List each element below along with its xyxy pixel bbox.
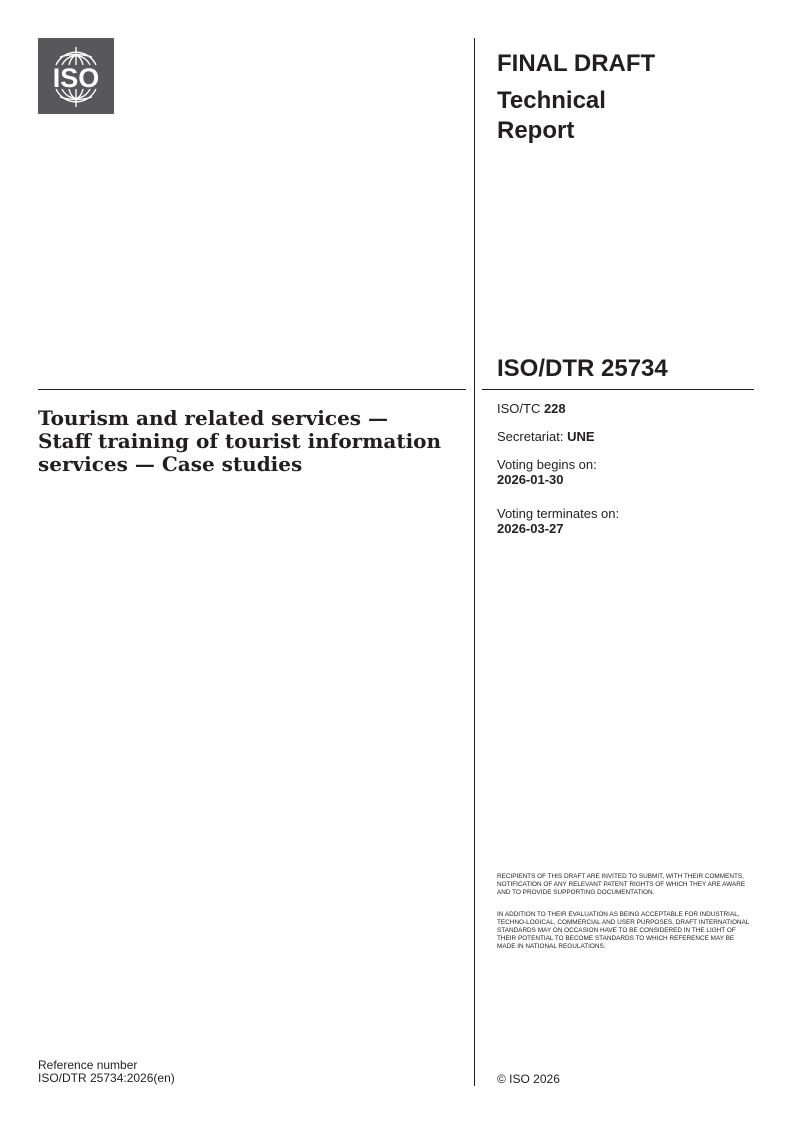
voting-begins-label: Voting begins on: bbox=[497, 457, 597, 472]
document-type-line: Technical bbox=[497, 87, 606, 114]
voting-terminates bbox=[497, 506, 619, 536]
iso-globe-icon bbox=[38, 38, 114, 114]
patent-notice: RECIPIENTS OF THIS DRAFT ARE INVITED TO SUBMIT, WITH THEIR COMMENTS, NOTIFICATION OF ANY RELEVANT PATENT RIGHTS OF WHICH THEY ARE AWARE AND TO PROVIDE SUPPORTING DOCUMENTATION. bbox=[497, 873, 746, 896]
title-line: Staff training of tourist information bbox=[38, 429, 442, 453]
document-stage: FINAL DRAFT bbox=[497, 50, 656, 77]
voting-begins-date: 2026-01-30 bbox=[497, 472, 564, 487]
title-line: services — Case studies bbox=[38, 452, 303, 476]
reference-value: ISO/DTR 25734:2026(en) bbox=[38, 1071, 175, 1085]
document-type bbox=[497, 86, 737, 146]
title-line: Tourism and related services — bbox=[38, 406, 389, 430]
logo-text: ISO bbox=[52, 63, 100, 93]
secretariat-label: Secretariat: bbox=[497, 429, 568, 444]
document-number: ISO/DTR 25734 bbox=[497, 355, 668, 382]
tc-label: ISO/TC bbox=[497, 401, 544, 416]
voting-terminates-date: 2026-03-27 bbox=[497, 521, 564, 536]
secretariat bbox=[497, 429, 595, 444]
reference-number bbox=[38, 1059, 175, 1085]
tc-value: 228 bbox=[543, 401, 566, 416]
voting-terminates-label: Voting terminates on: bbox=[497, 506, 620, 521]
iso-logo bbox=[38, 38, 114, 114]
document-title bbox=[38, 407, 458, 476]
document-type-line: Report bbox=[497, 117, 575, 144]
technical-committee bbox=[497, 401, 566, 416]
evaluation-notice: IN ADDITION TO THEIR EVALUATION AS BEING ACCEPTABLE FOR INDUSTRIAL, TECHNO-LOGICAL, COMMERCIAL AND USER PURPOSES, DRAFT INTERNATIONAL STANDARDS MAY ON OCCASION HAVE TO BE CONSIDERED IN THE LIGHT OF THEIR POTENTIAL TO BECOME STANDARDS TO WHICH REFERENCE MAY BE MADE IN NATIONAL REGULATIONS. bbox=[497, 911, 750, 950]
voting-begins bbox=[497, 457, 597, 487]
title-divider-left bbox=[38, 389, 466, 390]
reference-label: Reference number bbox=[38, 1058, 138, 1072]
secretariat-value: UNE bbox=[567, 429, 595, 444]
title-divider-right bbox=[482, 389, 754, 390]
vertical-divider bbox=[474, 38, 475, 1086]
copyright: © ISO 2026 bbox=[497, 1072, 560, 1086]
